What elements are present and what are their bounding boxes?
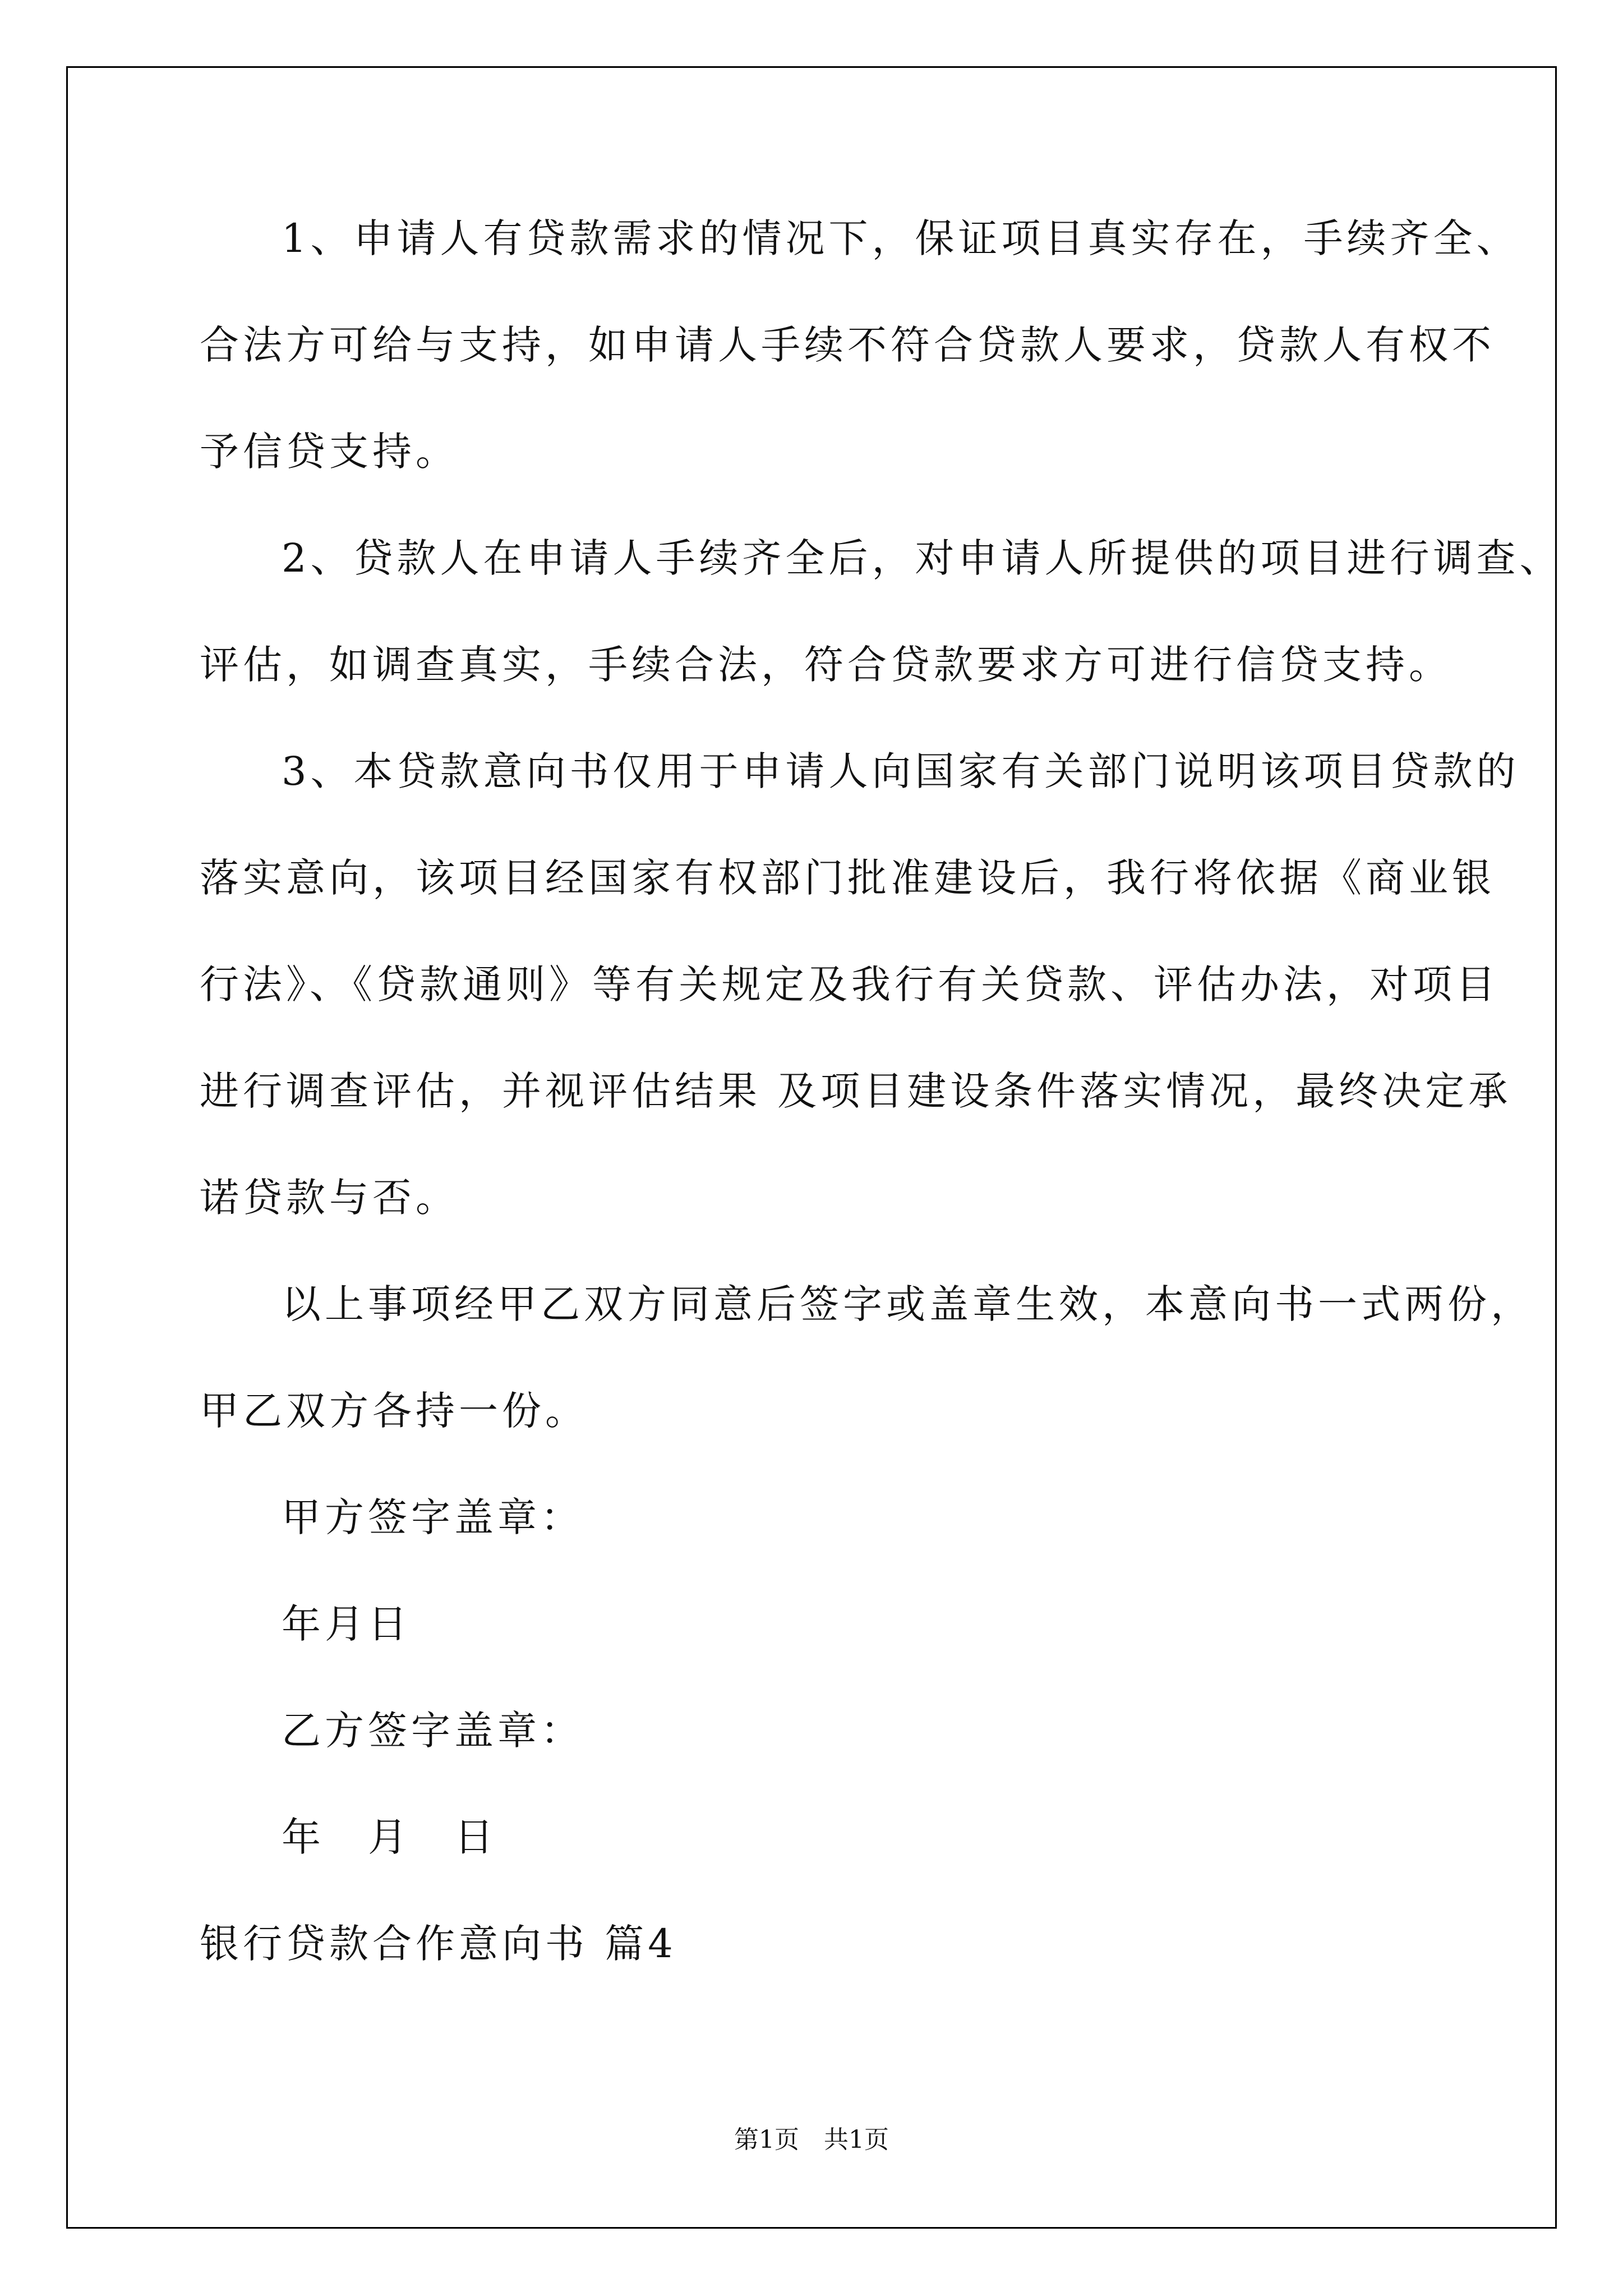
paragraph-3-line-3: 行法》、《贷款通则》等有关规定及我行有关贷款、评估办法，对项目 (200, 961, 1499, 1007)
paragraph-3-line-5: 诺贷款与否。 (200, 1175, 459, 1221)
party-b-date-label: 年 月 日 (282, 1814, 497, 1860)
paragraph-1-line-3: 予信贷支持。 (200, 429, 459, 475)
page-number: 第1页 共1页 (734, 2125, 889, 2154)
paragraph-2-line-1: 2、贷款人在申请人手续齐全后，对申请人所提供的项目进行调查、 (282, 535, 1563, 581)
paragraph-1-line-1: 1、申请人有贷款需求的情况下，保证项目真实存在，手续齐全、 (282, 215, 1520, 261)
party-a-signature-label: 甲方签字盖章： (282, 1494, 584, 1540)
paragraph-3-line-2: 落实意向，该项目经国家有权部门批准建设后，我行将依据《商业银 (200, 855, 1495, 901)
paragraph-4-line-1: 以上事项经甲乙双方同意后签字或盖章生效，本意向书一式两份， (282, 1281, 1534, 1327)
page-border (66, 66, 1557, 2229)
party-a-date-label: 年月日 (282, 1601, 411, 1647)
paragraph-4-line-2: 甲乙双方各持一份。 (200, 1388, 588, 1434)
party-b-signature-label: 乙方签字盖章： (282, 1708, 584, 1754)
section-heading: 银行贷款合作意向书 篇4 (200, 1921, 677, 1967)
paragraph-2-line-2: 评估，如调查真实，手续合法，符合贷款要求方可进行信贷支持。 (200, 642, 1452, 688)
paragraph-3-line-4: 进行调查评估，并视评估结果 及项目建设条件落实情况，最终决定承 (200, 1068, 1512, 1114)
paragraph-1-line-2: 合法方可给与支持，如申请人手续不符合贷款人要求，贷款人有权不 (200, 322, 1495, 368)
paragraph-3-line-1: 3、本贷款意向书仅用于申请人向国家有关部门说明该项目贷款的 (282, 748, 1520, 794)
